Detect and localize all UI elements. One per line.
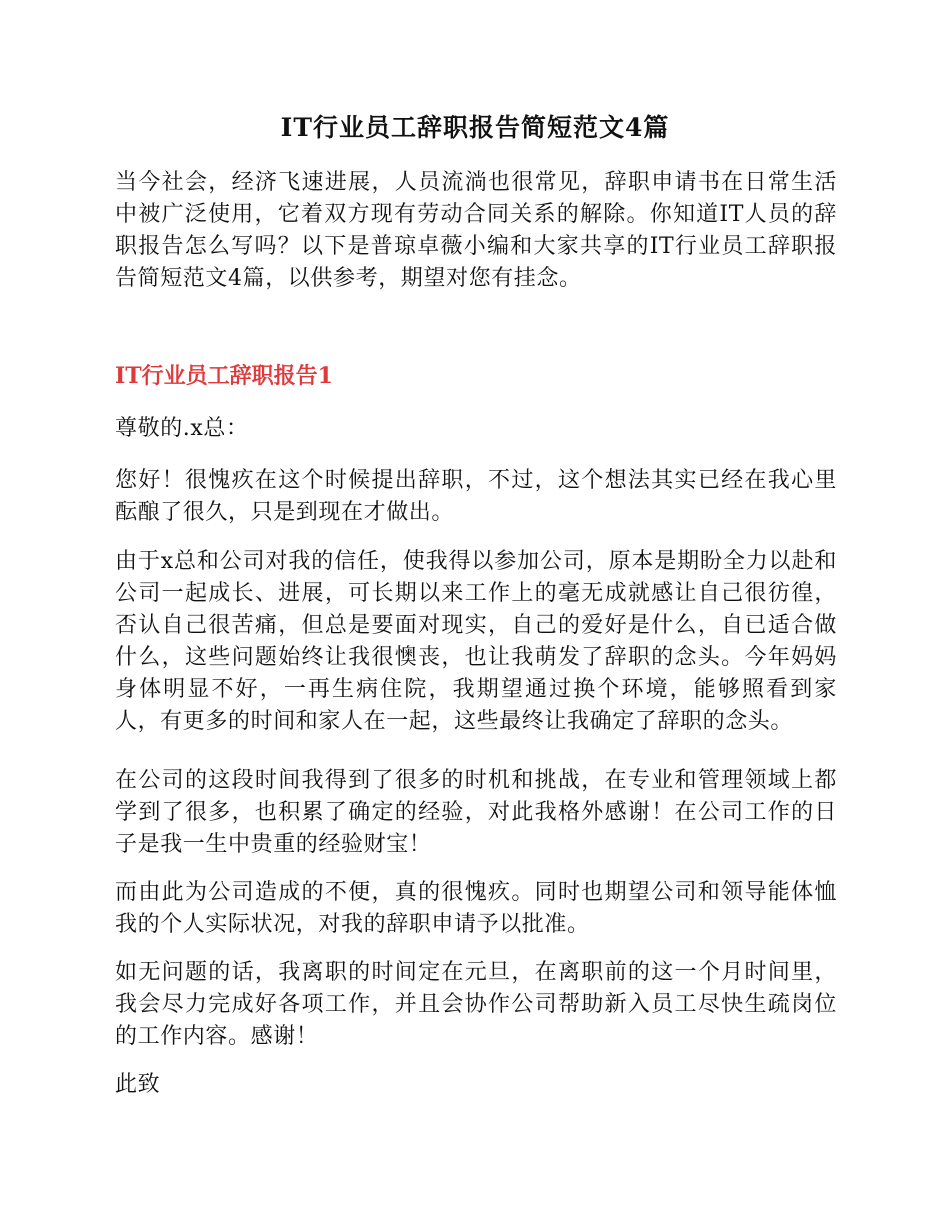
body-paragraph: 在公司的这段时间我得到了很多的时机和挑战，在专业和管理领域上都学到了很多，也积累了确定的经验，对此我格外感谢！在公司工作的日子是我一生中贵重的经验财宝！ (115, 768, 837, 857)
closing-line: 此致 (115, 1072, 161, 1097)
salutation: 尊敬的.x总： (115, 416, 249, 441)
intro-paragraph: 当今社会，经济飞速进展，人员流淌也很常见，辞职申请书在日常生活中被广泛使用，它着双方现有劳动合同关系的解除。你知道IT人员的辞职报告怎么写吗？以下是普琼卓薇小编和大家共享的IT行业员工辞职报告简短范文4篇，以供参考，期望对您有挂念。 (115, 170, 837, 291)
body-paragraph: 而由此为公司造成的不便，真的很愧疚。同时也期望公司和领导能体恤我的个人实际状况，对我的辞职申请予以批准。 (115, 880, 837, 937)
body-paragraph: 由于x总和公司对我的信任，使我得以参加公司，原本是期盼全力以赴和公司一起成长、进展，可长期以来工作上的毫无成就感让自己很彷徨，否认自己很苦痛，但总是要面对现实，自己的爱好是什么，自已适合做什么，这些问题始终让我很懊丧，也让我萌发了辞职的念头。今年妈妈身体明显不好，一再生病住院，我期望通过换个环境，能够照看到家人，有更多的时间和家人在一起，这些最终让我确定了辞职的念头。 (115, 549, 837, 734)
section-heading: IT行业员工辞职报告1 (115, 363, 333, 389)
body-paragraph: 您好！很愧疚在这个时候提出辞职，不过，这个想法其实已经在我心里酝酿了很久，只是到现在才做出。 (115, 468, 837, 525)
document-title: IT行业员工辞职报告简短范文4篇 (280, 113, 670, 142)
body-paragraph: 如无问题的话，我离职的时间定在元旦，在离职前的这一个月时间里，我会尽力完成好各项工作，并且会协作公司帮助新入员工尽快生疏岗位的工作内容。感谢！ (115, 960, 837, 1049)
